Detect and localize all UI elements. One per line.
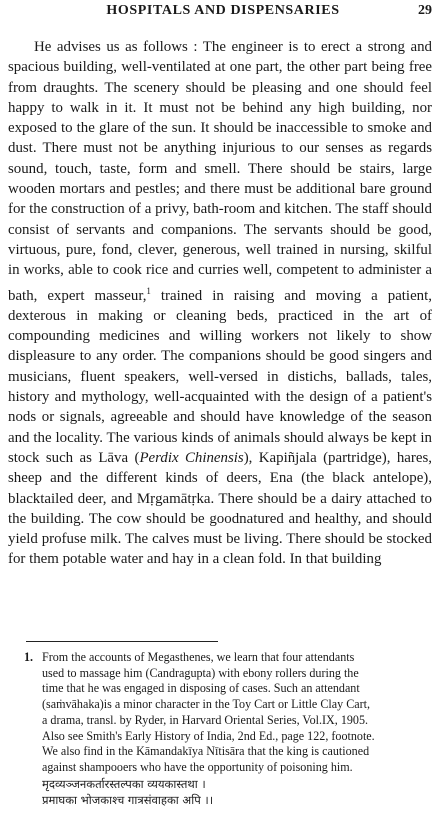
footnote-line: (saṁvāhaka)is a minor character in the Toy Cart or Little Clay Cart, (42, 697, 371, 712)
text-run: ), Kapiñjala (partridge), hares, sheep and the different kinds of deers, Ena (the black antelope), blacktailed deer, and Mṛgamātṛka. There should be a dairy attached to the building. The cow should be goodnatured and healthy, and should yield profuse milk. The calves must be living. There should be stocked for them potable water and hay in a clean fold. In that building (8, 449, 432, 568)
page-number: 29 (418, 3, 432, 18)
paragraph (8, 37, 432, 570)
footnote-reference: 1 (146, 285, 151, 296)
footnote-line: Also see Smith's Early History of India, 2nd Ed., page 122, footnote. (42, 728, 375, 743)
footnote-line: We also find in the Kāmandakīya Nītisāra that the king is cautioned (42, 744, 370, 759)
sanskrit-verse (8, 776, 432, 808)
footnote-text (42, 650, 432, 776)
footnote-line: From the accounts of Megasthenes, we learn that four attendants (42, 650, 355, 664)
footnote (8, 650, 432, 808)
footnote-line: time that he was engaged in disposing of cases. Such an attendant (42, 681, 360, 696)
text-run: trained in raising and moving a patient, dexterous in making or cleaning beds, practiced in the art of compounding medicines and willing workers not likely to show displeasure to any order. The companions should be good singers and musicians, fluent speakers, well-versed in distichs, ballads, tales, history and mythology, well-acquainted with the design of a patient's nods or signals, agreeable and should have knowledge of the season and the locality. The various kinds of animals should always be kept in stock such as Lāva ( (8, 287, 432, 466)
running-header (8, 0, 432, 23)
main-text (8, 37, 432, 570)
footnote-marker: 1. (24, 650, 34, 664)
sanskrit-line: प्रमाघका भोजकाश्च गात्रसंवाहका अपि ।। (42, 792, 214, 807)
footnote-line: against shampooers who have the opportunity of poisoning him. (42, 759, 353, 774)
scientific-name: Perdix Chinensis (139, 449, 244, 466)
text-run: He advises us as follows : The engineer is to erect a strong and spacious building, well-ventilated at one part, the other part being free from draughts. The scenery should be pleasing and one should feel happy to walk in it. It must not be behind any high building, nor exposed to the glare of the sun. It should be inaccessible to smoke and dust. There must not be anything injurious to our senses as regards sound, touch, taste, form and smell. There should be stairs, large wooden mortars and pestles; and there must be additional bare ground for the construction of a privy, bath-room and kitchen. The staff should consist of servants and companions. The servants should be good, virtuous, pure, fond, clever, generous, well trained in nursing, skilful in works, able to cook rice and curries well, competent to administer a bath, expert masseur, (8, 39, 432, 304)
footnote-rule (26, 641, 218, 642)
footnote-line: used to massage him (Candragupta) with ebony rollers during the (42, 665, 359, 680)
footnote-line: a drama, transl. by Ryder, in Harvard Oriental Series, Vol.IX, 1905. (42, 712, 369, 727)
running-title: HOSPITALS AND DISPENSARIES (106, 3, 340, 18)
sanskrit-line: मृदव्यञ्जनकर्तारस्तल्पका व्ययकास्तथा । (42, 776, 206, 791)
